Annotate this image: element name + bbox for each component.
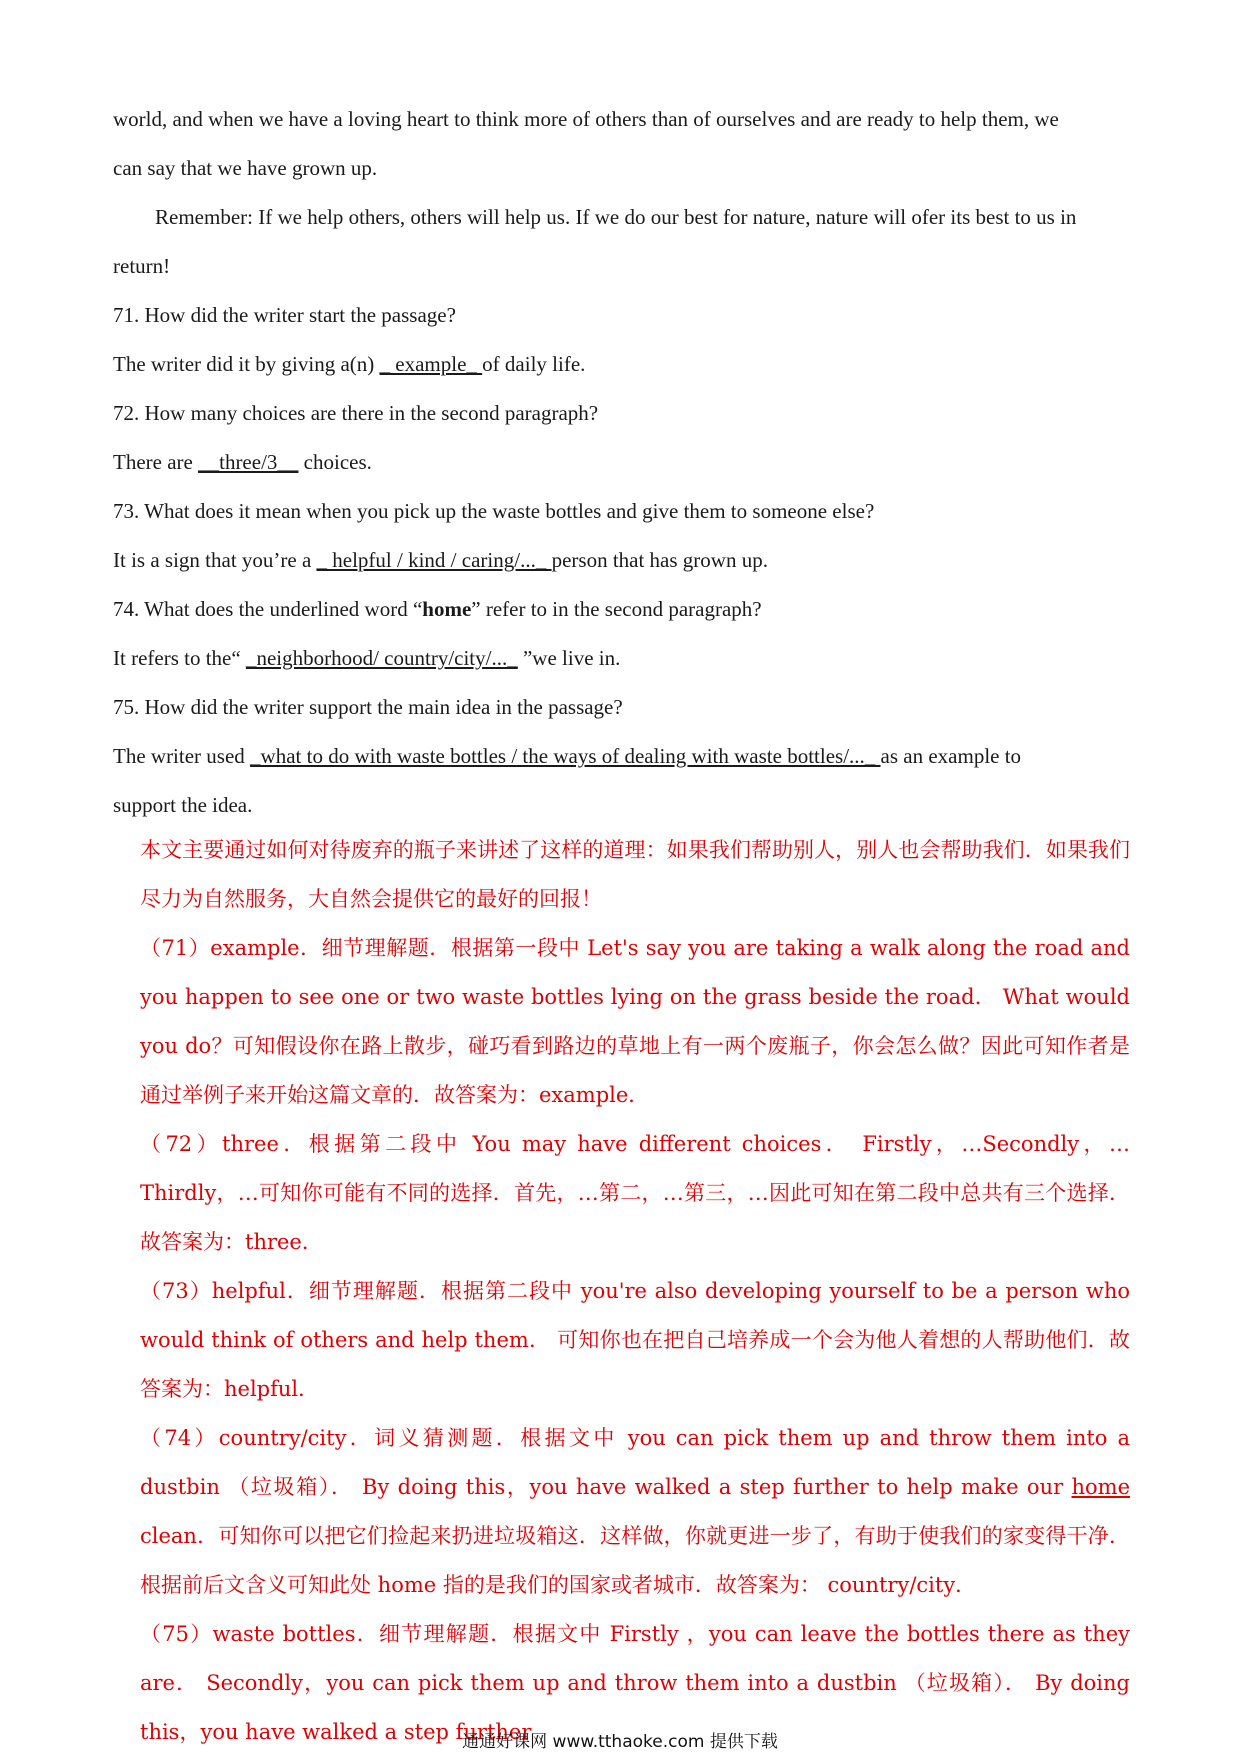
- passage-line: world, and when we have a loving heart to think more of others than of ourselves and are ready to help them, we: [113, 107, 1059, 131]
- answer-blank: _ example_: [379, 352, 483, 376]
- analysis-75: （75）waste bottles．细节理解题．根据文中 Firstly ，you can leave the bottles there as they are． Secondly，you can pick them up and throw them into a dustbin （垃圾箱）． By doing this，you have walked a step further: [140, 1622, 1130, 1744]
- answer-blank: __three/3__: [198, 450, 299, 474]
- answer-blank: _neighborhood/ country/city/..._: [245, 646, 518, 670]
- analysis-74-text-end: clean．可知你可以把它们捡起来扔进垃圾箱这．这样做，你就更进一步了，有助于使我们的家变得干净．根据前后文含义可知此处 home 指的是我们的国家或者城市．故答案为： country/city．: [140, 1524, 1130, 1597]
- question-72: 72. How many choices are there in the second paragraph?: [113, 401, 599, 425]
- question-prefix: 74. What does the underlined word “: [113, 597, 423, 621]
- answer-75: [113, 732, 1123, 781]
- answer-74: [113, 634, 1123, 683]
- question-73: 73. What does it mean when you pick up the waste bottles and give them to someone else?: [113, 499, 875, 523]
- analysis-71: （71）example．细节理解题．根据第一段中 Let's say you are taking a walk along the road and you happen to see one or two waste bottles lying on the grass beside the road． What would you do？可知假设你在路上散步，碰巧看到路边的草地上有一两个废瓶子，你会怎么做？因此可知作者是通过举例子来开始这篇文章的．故答案为：example．: [140, 936, 1130, 1107]
- analysis-summary: 本文主要通过如何对待废弃的瓶子来讲述了这样的道理：如果我们帮助别人，别人也会帮助我们．如果我们尽力为自然服务，大自然会提供它的最好的回报！: [140, 838, 1130, 911]
- passage-line: can say that we have grown up.: [113, 156, 378, 180]
- passage-text: [113, 95, 1123, 830]
- analysis-73: （73）helpful．细节理解题．根据第二段中 you're also developing yourself to be a person who would think of others and help them． 可知你也在把自己培养成一个会为他人着想的人帮助他们．故答案为：helpful．: [140, 1279, 1130, 1401]
- answer-suffix: choices.: [298, 450, 372, 474]
- question-suffix: ” refer to in the second paragraph?: [471, 597, 762, 621]
- analysis-74-underlined-word: home: [1071, 1475, 1130, 1499]
- analysis-74: [140, 1414, 1130, 1610]
- answer-75-continued: support the idea.: [113, 793, 253, 817]
- passage-line: Remember: If we help others, others will help us. If we do our best for nature, nature will ofer its best to us in: [155, 205, 1077, 229]
- question-keyword: home: [422, 597, 472, 621]
- answer-prefix: The writer did it by giving a(n): [113, 352, 380, 376]
- answer-prefix: It is a sign that you’re a: [113, 548, 317, 572]
- passage-line: return!: [113, 254, 171, 278]
- question-75: 75. How did the writer support the main idea in the passage?: [113, 695, 623, 719]
- answer-suffix: person that has grown up.: [551, 548, 768, 572]
- answer-71: [113, 340, 1123, 389]
- answer-blank: _ helpful / kind / caring/..._: [316, 548, 552, 572]
- question-71: 71. How did the writer start the passage?: [113, 303, 456, 327]
- answer-suffix: as an example to: [880, 744, 1022, 768]
- answer-73: [113, 536, 1123, 585]
- answer-prefix: It refers to the“: [113, 646, 246, 670]
- analysis-72: （72）three．根据第二段中 You may have different choices． Firstly，…Secondly，…Thirdly，…可知你可能有不同的选择．首先，…第二，…第三，…因此可知在第二段中总共有三个选择．故答案为：three．: [140, 1132, 1130, 1254]
- question-74: [113, 585, 1123, 634]
- answer-suffix: ”we live in.: [517, 646, 621, 670]
- answer-prefix: The writer used: [113, 744, 251, 768]
- analysis-74-text: （74）country/city．词义猜测题．根据文中 you can pick them up and throw them into a dustbin （垃圾箱）． By doing this，you have walked a step further to help make our: [140, 1426, 1130, 1499]
- answer-suffix: of daily life.: [482, 352, 586, 376]
- answer-72: [113, 438, 1123, 487]
- answer-blank: _what to do with waste bottles / the ways of dealing with waste bottles/..._: [250, 744, 881, 768]
- page-footer: 通通好课网 www.tthaoke.com 提供下载: [462, 1732, 778, 1752]
- answer-prefix: There are: [113, 450, 199, 474]
- analysis-section: [140, 826, 1130, 1757]
